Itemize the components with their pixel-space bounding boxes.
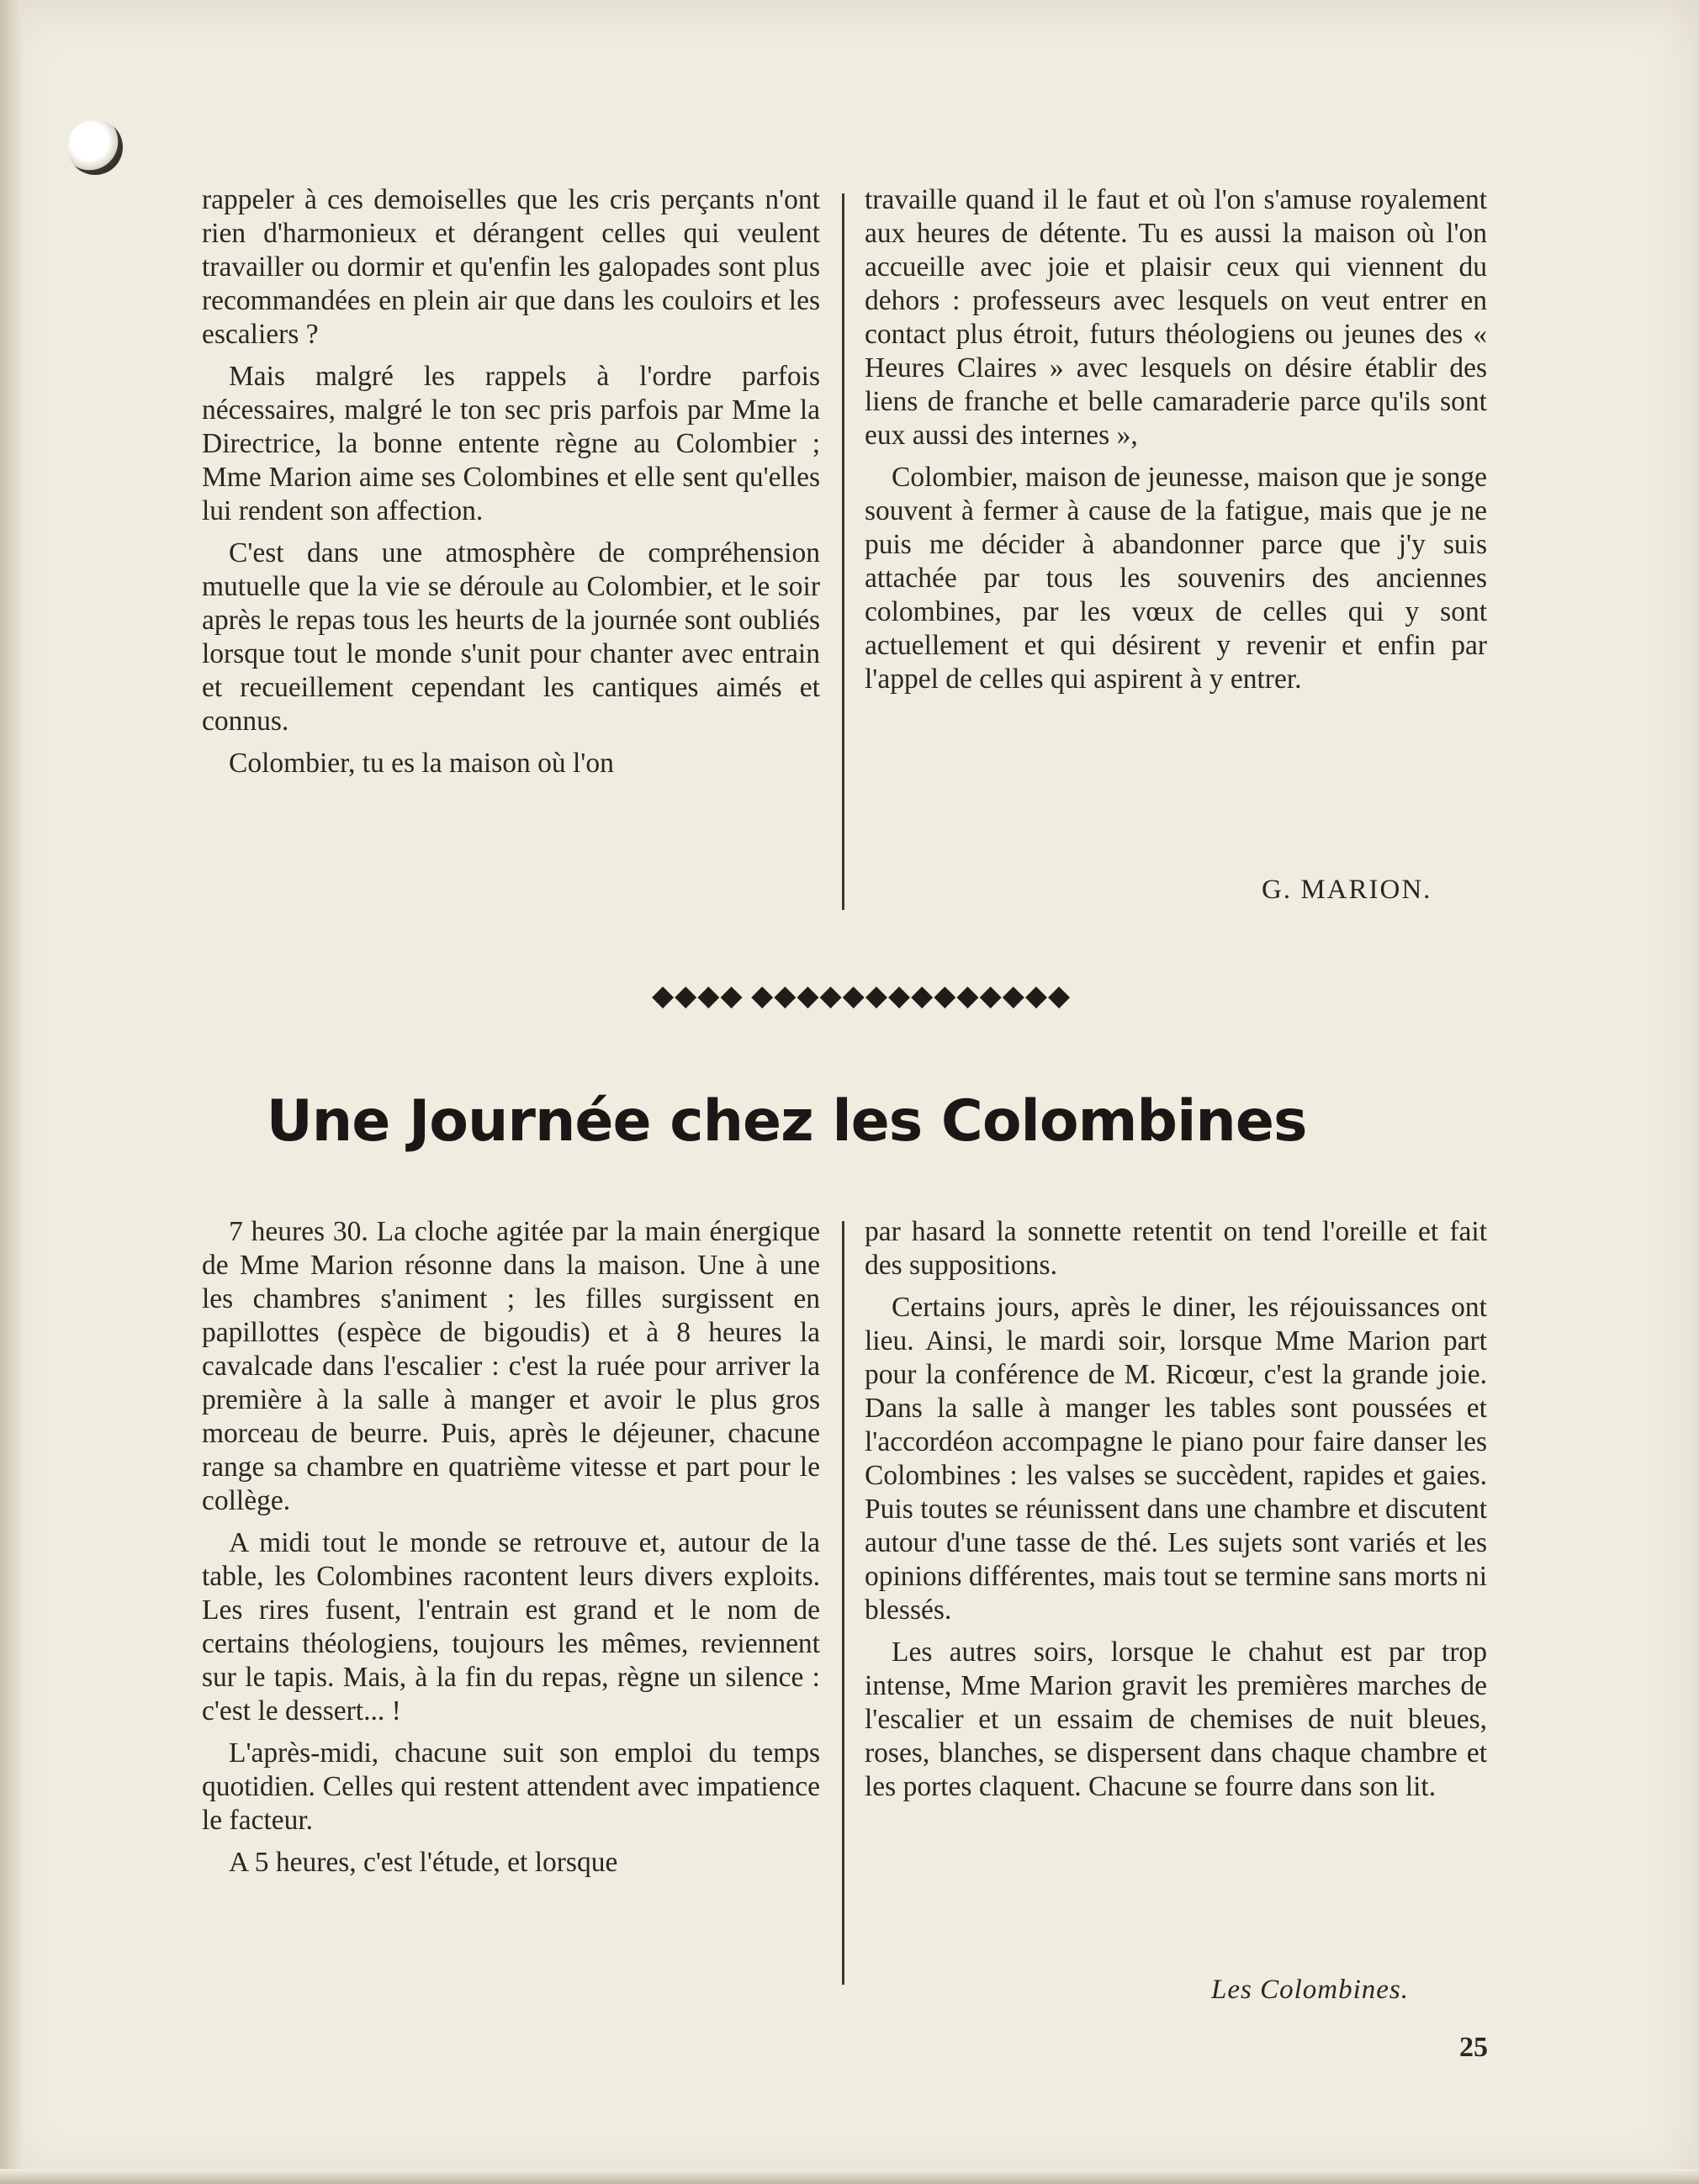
article-title: Une Journée chez les Colombines	[266, 1088, 1307, 1155]
section-ornament: ◆◆◆◆ ◆◆◆◆◆◆◆◆◆◆◆◆◆◆	[652, 981, 1072, 1012]
paragraph: 7 heures 30. La cloche agitée par la main énergique de Mme Marion résonne dans la maison. Une à une les chambres s'animent ; les filles surgissent en papillottes (espèce de bigoudis) et à 8 heures la cavalcade dans l'escalier : c'est la ruée pour arriver la première à la salle à manger et avoir le plus gros morceau de beurre. Puis, après le déjeuner, chacune range sa chambre en quatrième vitesse et part pour le collège.	[202, 1216, 820, 1516]
paragraph: A midi tout le monde se retrouve et, autour de la table, les Colombines racontent leurs divers exploits. Les rires fusent, l'entrain est grand et le nom de certains théologiens, toujours les mêmes, reviennent sur le tapis. Mais, à la fin du repas, règne un silence : c'est le dessert... !	[202, 1527, 820, 1727]
top-article-right-column	[865, 183, 1487, 696]
page-bottom-edge	[0, 2169, 1699, 2184]
paragraph: C'est dans une atmosphère de compréhension mutuelle que la vie se déroule au Colombier, et le soir après le repas tous les heurts de la journée sont oubliés lorsque tout le monde s'unit pour chanter avec entrain et recueillement cependant les cantiques aimés et connus.	[202, 537, 820, 737]
article-byline: Les Colombines.	[1211, 1975, 1410, 2005]
paragraph: Certains jours, après le diner, les réjouissances ont lieu. Ainsi, le mardi soir, lorsque Mme Marion part pour la conférence de M. Ricœur, c'est la grande joie. Dans la salle à manger les tables sont poussées et l'accordéon accompagne le piano pour faire danser les Colombines : les valses se succèdent, rapides et gaies. Puis toutes se réunissent dans une chambre et discutent autour d'une tasse de thé. Les sujets sont variés et les opinions différentes, mais tout se termine sans morts ni blessés.	[865, 1292, 1487, 1626]
paragraph: Colombier, tu es la maison où l'on	[229, 748, 614, 779]
article-right-column	[865, 1215, 1487, 1804]
top-column-divider	[842, 193, 844, 910]
page-spine-shadow	[0, 0, 22, 2184]
paragraph: par hasard la sonnette retentit on tend l'oreille et fait des suppositions.	[865, 1216, 1487, 1281]
paragraph: A 5 heures, c'est l'étude, et lorsque	[229, 1847, 618, 1878]
page-number: 25	[1459, 2032, 1488, 2063]
article-column-divider	[842, 1221, 844, 1985]
paragraph: rappeler à ces demoiselles que les cris perçants n'ont rien d'harmonieux et dérangent celles qui veulent travailler ou dormir et qu'enfin les galopades sont plus recommandées en plein air que dans les couloirs et les escaliers ?	[202, 184, 820, 350]
paragraph: Colombier, maison de jeunesse, maison que je songe souvent à fermer à cause de la fatigue, mais que je ne puis me décider à abandonner parce que j'y suis attachée par tous les souvenirs des anciennes colombines, par les vœux de celles qui y sont actuellement et qui désirent y revenir et enfin par l'appel de celles qui aspirent à y entrer.	[865, 462, 1487, 695]
punch-hole	[67, 119, 123, 175]
article-left-column	[202, 1215, 820, 1880]
paragraph: Mais malgré les rappels à l'ordre parfois nécessaires, malgré le ton sec pris parfois par Mme la Directrice, la bonne entente règne au Colombier ; Mme Marion aime ses Colombines et elle sent qu'elles lui rendent son affection.	[202, 361, 820, 526]
paragraph: L'après-midi, chacune suit son emploi du temps quotidien. Celles qui restent attendent avec impatience le facteur.	[202, 1737, 820, 1836]
paragraph: Les autres soirs, lorsque le chahut est par trop intense, Mme Marion gravit les premières marches de l'escalier et un essaim de chemises de nuit bleues, roses, blanches, se dispersent dans chaque chambre et les portes claquent. Chacune se fourre dans son lit.	[865, 1637, 1487, 1802]
top-article-left-column	[202, 183, 820, 780]
paragraph: travaille quand il le faut et où l'on s'amuse royalement aux heures de détente. Tu es aussi la maison où l'on accueille avec joie et plaisir ceux qui viennent du dehors : professeurs avec lesquels on veut entrer en contact plus étroit, futurs théologiens ou jeunes des « Heures Claires » avec lesquels on désire établir des liens de franche et belle camaraderie parce qu'ils sont eux aussi des internes »,	[865, 184, 1487, 451]
top-article-signature: G. MARION.	[1262, 875, 1432, 905]
